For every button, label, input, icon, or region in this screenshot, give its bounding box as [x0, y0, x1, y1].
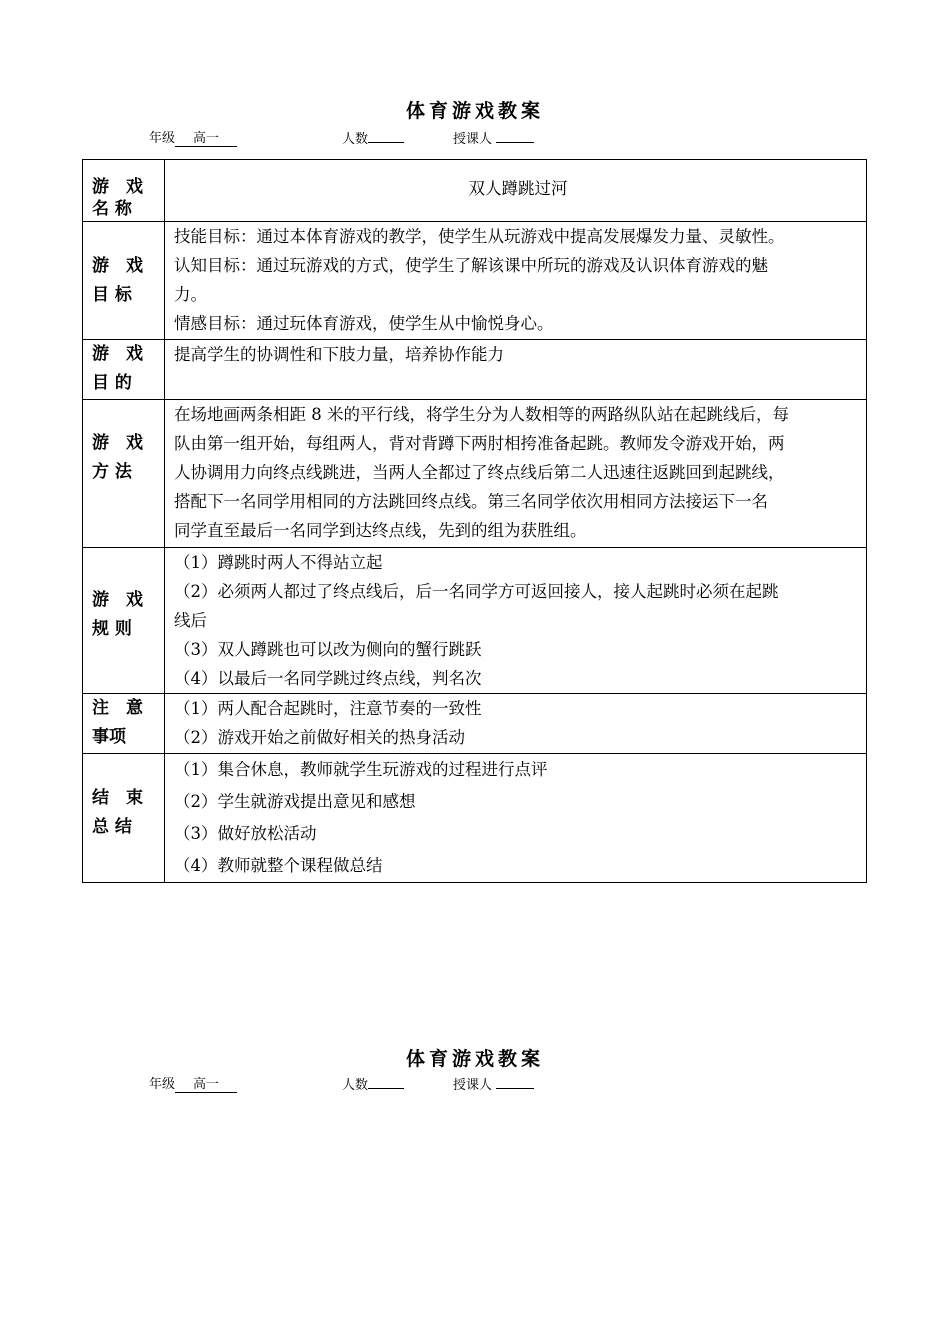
page-title: 体育游戏教案: [405, 100, 544, 122]
grade-label: 年级: [149, 131, 176, 146]
summary-text: （1）集合休息，教师就学生玩游戏的过程进行点评 （2）学生就游戏提出意见和感想 （3）做好放松活动 （4）教师就整个课程做总结: [165, 754, 867, 883]
page2-count-label: 人数: [342, 1078, 369, 1093]
game-method-text: 在场地画两条相距 8 米的平行线，将学生分为人数相等的两路纵队站在起跳线后，每 队由第一组开始，每组两人，背对背蹲下两肘相挎准备起跳。教师发令游戏开始，两 人协调用力向终点线跳进，当两人全都过了终点线后第二人迅速往返跳回到起跳线， 搭配下一名同学用相同的方法跳回终点线。第三名同学依次用相同方法接运下一名 同学直至最后一名同学到达终点线，先到的组为获胜组。: [165, 400, 867, 548]
page2-grade-field: [149, 1073, 237, 1093]
page2-teacher-label: 授课人: [453, 1078, 493, 1093]
label-game-purpose: 游 戏 目 的: [83, 340, 165, 400]
row-summary: [83, 754, 867, 883]
row-game-purpose: [83, 340, 867, 400]
label-game-name: 游 戏 名 称: [83, 160, 165, 222]
row-game-method: [83, 400, 867, 548]
teacher-field: [453, 127, 534, 147]
page2-grade-value: 高一: [175, 1077, 237, 1093]
label-notes: 注 意 事项: [83, 694, 165, 754]
teacher-value: [496, 127, 534, 143]
row-game-name: [83, 160, 867, 222]
page2-count-value: [368, 1073, 404, 1089]
game-name-value: 双人蹲跳过河: [165, 160, 867, 222]
page2-title: 体育游戏教案: [405, 1048, 544, 1070]
notes-text: （1）两人配合起跳时，注意节奏的一致性 （2）游戏开始之前做好相关的热身活动: [165, 694, 867, 754]
row-game-goal: [83, 222, 867, 340]
lesson-plan-table: [82, 159, 867, 883]
label-game-method: 游 戏 方 法: [83, 400, 165, 548]
count-value: [368, 127, 404, 143]
teacher-label: 授课人: [453, 132, 493, 147]
row-notes: [83, 694, 867, 754]
label-game-rules: 游 戏 规 则: [83, 548, 165, 694]
grade-field: [149, 127, 237, 147]
page2-teacher-value: [496, 1073, 534, 1089]
page2-count-field: [342, 1073, 404, 1093]
row-game-rules: [83, 548, 867, 694]
label-game-goal: 游 戏 目 标: [83, 222, 165, 340]
page2-grade-label: 年级: [149, 1077, 176, 1092]
grade-value: 高一: [175, 131, 237, 147]
count-label: 人数: [342, 132, 369, 147]
game-purpose-text: 提高学生的协调性和下肢力量，培养协作能力: [165, 340, 867, 400]
game-rules-text: （1）蹲跳时两人不得站立起 （2）必须两人都过了终点线后，后一名同学方可返回接人，接人起跳时必须在起跳 线后 （3）双人蹲跳也可以改为侧向的蟹行跳跃 （4）以最后一名同学跳过终点线，判名次: [165, 548, 867, 694]
page2-teacher-field: [453, 1073, 534, 1093]
game-goal-text: 技能目标：通过本体育游戏的教学，使学生从玩游戏中提高发展爆发力量、灵敏性。 认知目标：通过玩游戏的方式，使学生了解该课中所玩的游戏及认识体育游戏的魅 力。 情感目标：通过玩体育游戏，使学生从中愉悦身心。: [165, 222, 867, 340]
label-summary: 结 束 总 结: [83, 754, 165, 883]
count-field: [342, 127, 404, 147]
